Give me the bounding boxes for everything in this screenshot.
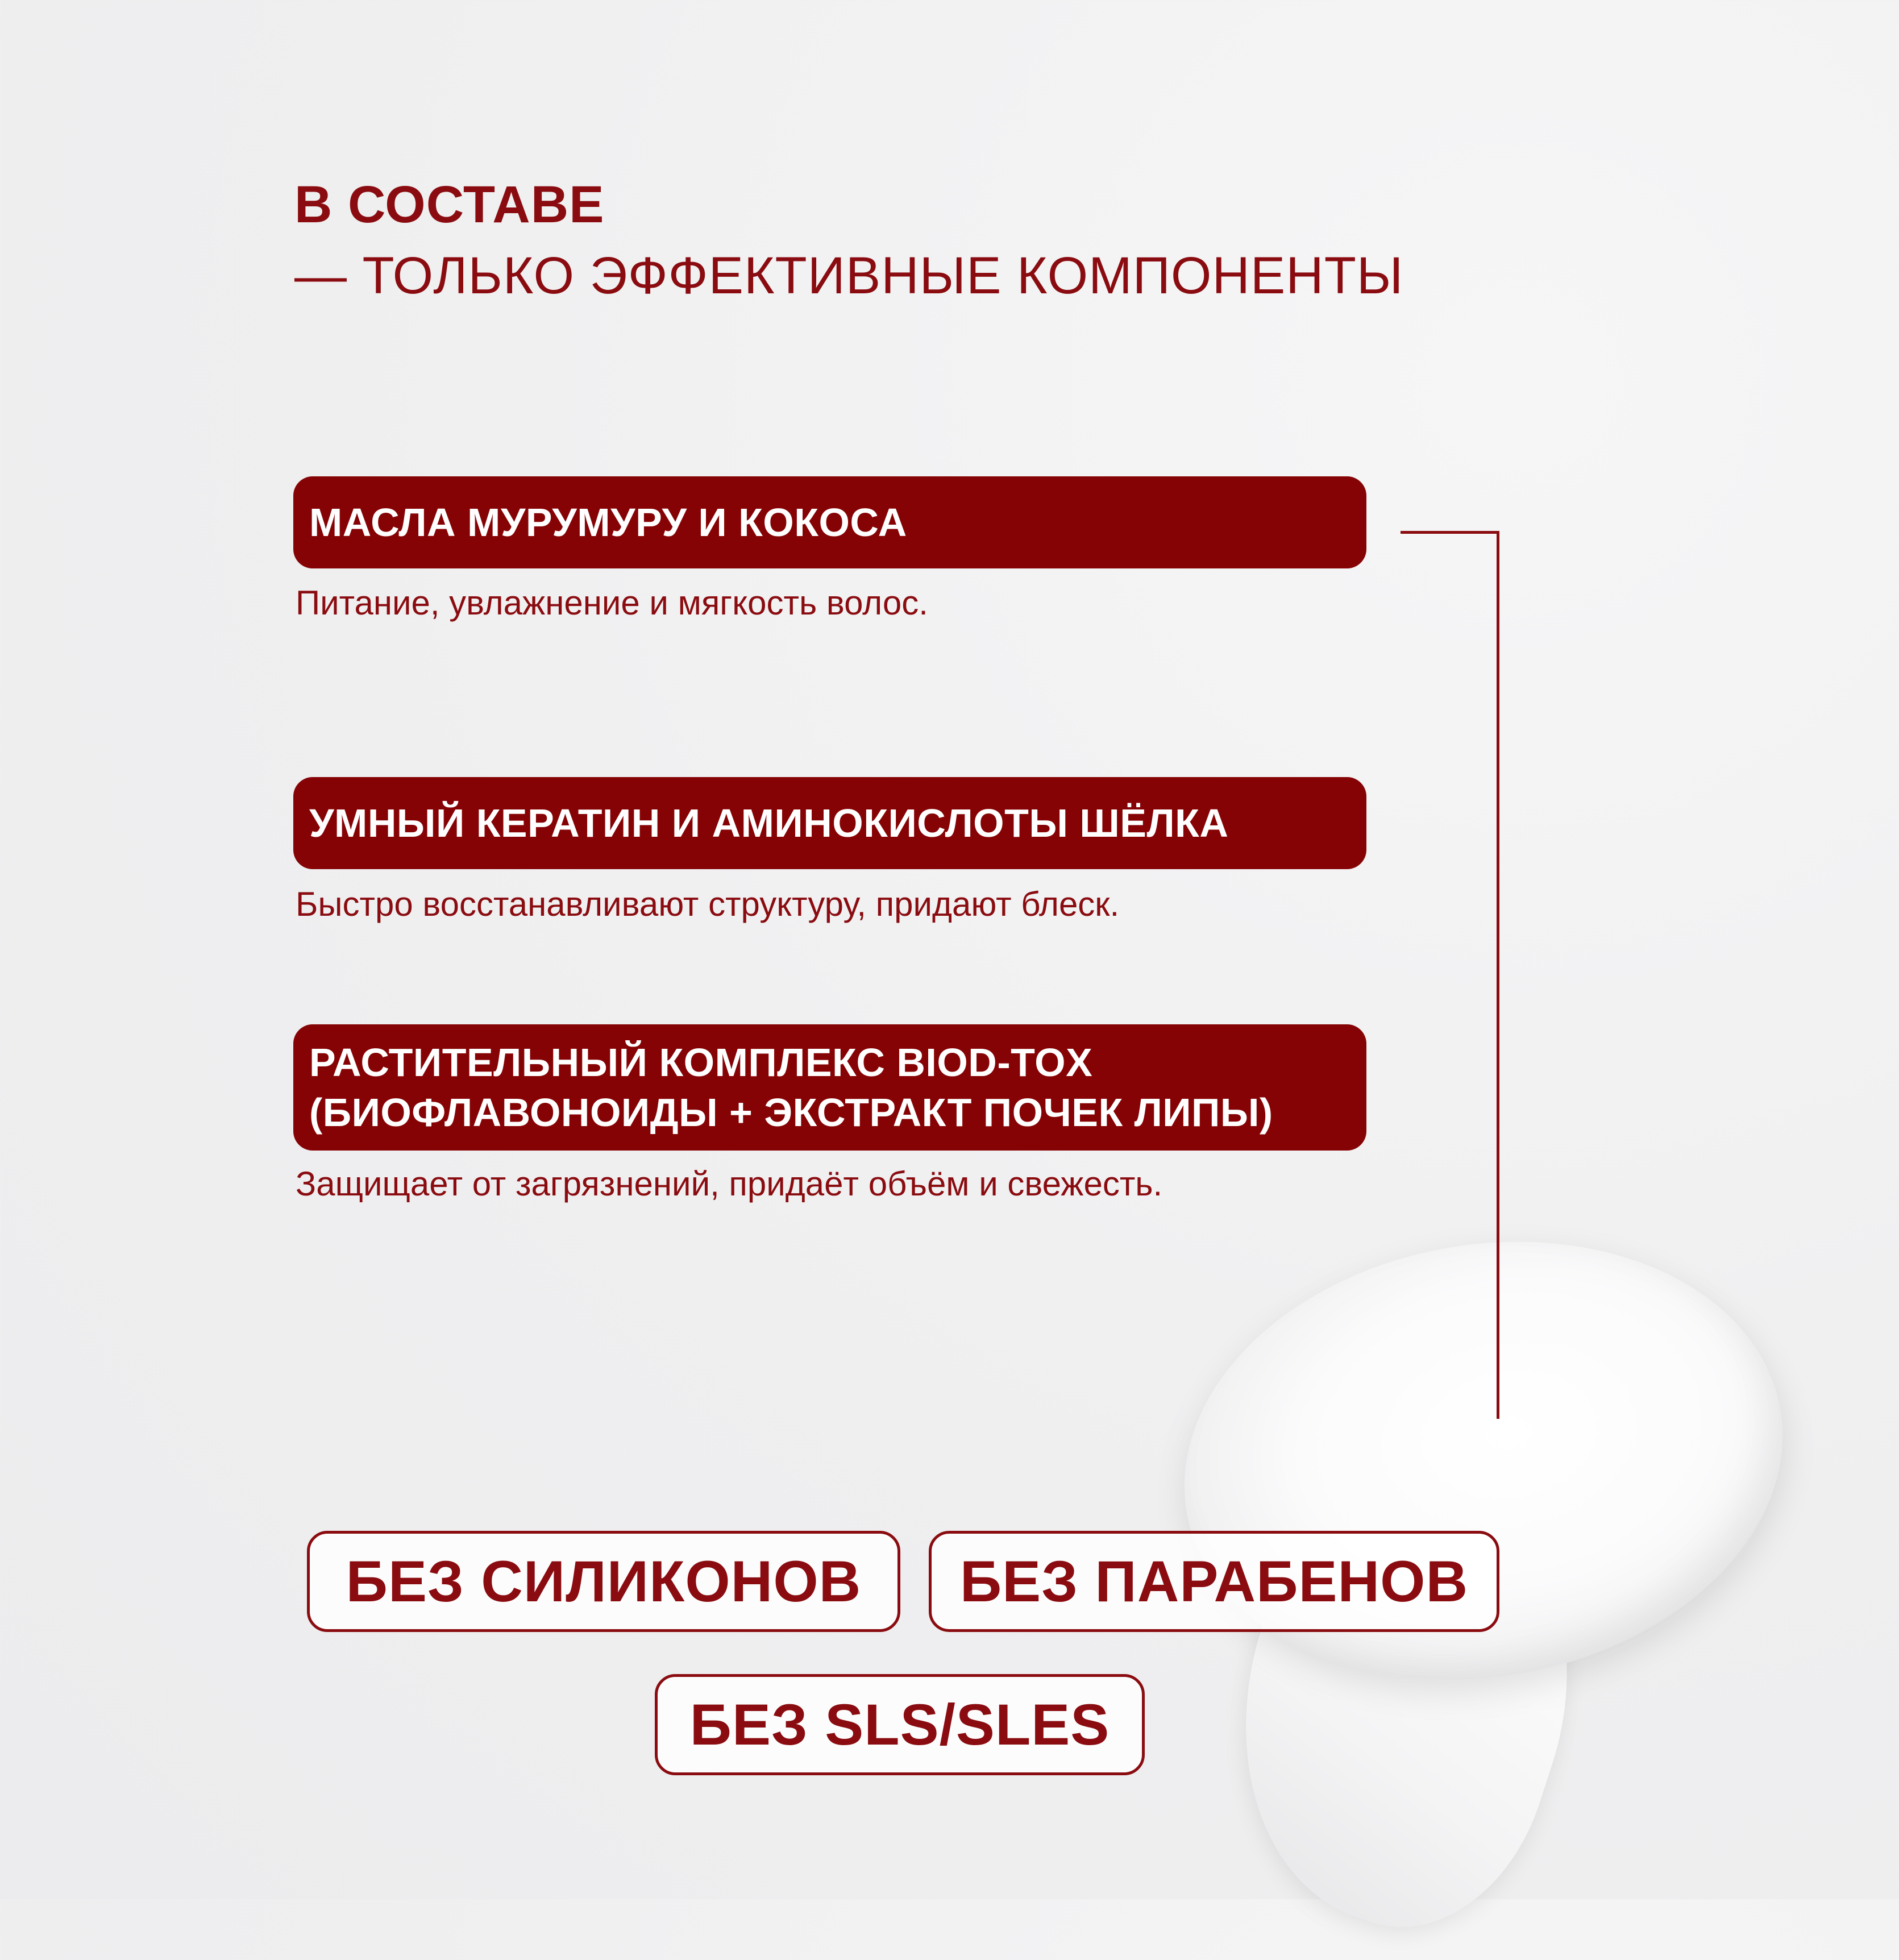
page-heading xyxy=(294,171,1403,313)
connector-line-vertical xyxy=(1497,531,1499,1419)
ingredient-desc-biodtox: Защищает от загрязнений, придаёт объём и свежесть. xyxy=(296,1165,1163,1203)
ingredient-title-keratin: УМНЫЙ КЕРАТИН И АМИНОКИСЛОТЫ ШЁЛКА xyxy=(293,777,1366,869)
heading-line-2: — ТОЛЬКО ЭФФЕКТИВНЫЕ КОМПОНЕНТЫ xyxy=(294,247,1404,305)
ingredient-title-biodtox xyxy=(293,1024,1366,1151)
ingredient-desc-keratin: Быстро восстанавливают структуру, придают блеск. xyxy=(296,885,1120,923)
badge-no-sls: БЕЗ SLS/SLES xyxy=(655,1674,1145,1775)
badge-no-parabens: БЕЗ ПАРАБЕНОВ xyxy=(929,1531,1499,1632)
ingredient-title-biodtox-line-2: (БИОФЛАВОНОИДЫ + ЭКСТРАКТ ПОЧЕК ЛИПЫ) xyxy=(309,1090,1273,1135)
connector-line-horizontal xyxy=(1401,531,1499,534)
cream-drop xyxy=(1149,1196,1818,1726)
heading-line-1: В СОСТАВЕ xyxy=(294,176,605,234)
ingredient-title-oils: МАСЛА МУРУМУРУ И КОКОСА xyxy=(293,476,1366,568)
ingredient-title-biodtox-line-1: РАСТИТЕЛЬНЫЙ КОМПЛЕКС BIOD-TOX xyxy=(309,1040,1093,1085)
ingredient-desc-oils: Питание, увлажнение и мягкость волос. xyxy=(296,584,928,622)
badge-no-silicones: БЕЗ СИЛИКОНОВ xyxy=(307,1531,900,1632)
